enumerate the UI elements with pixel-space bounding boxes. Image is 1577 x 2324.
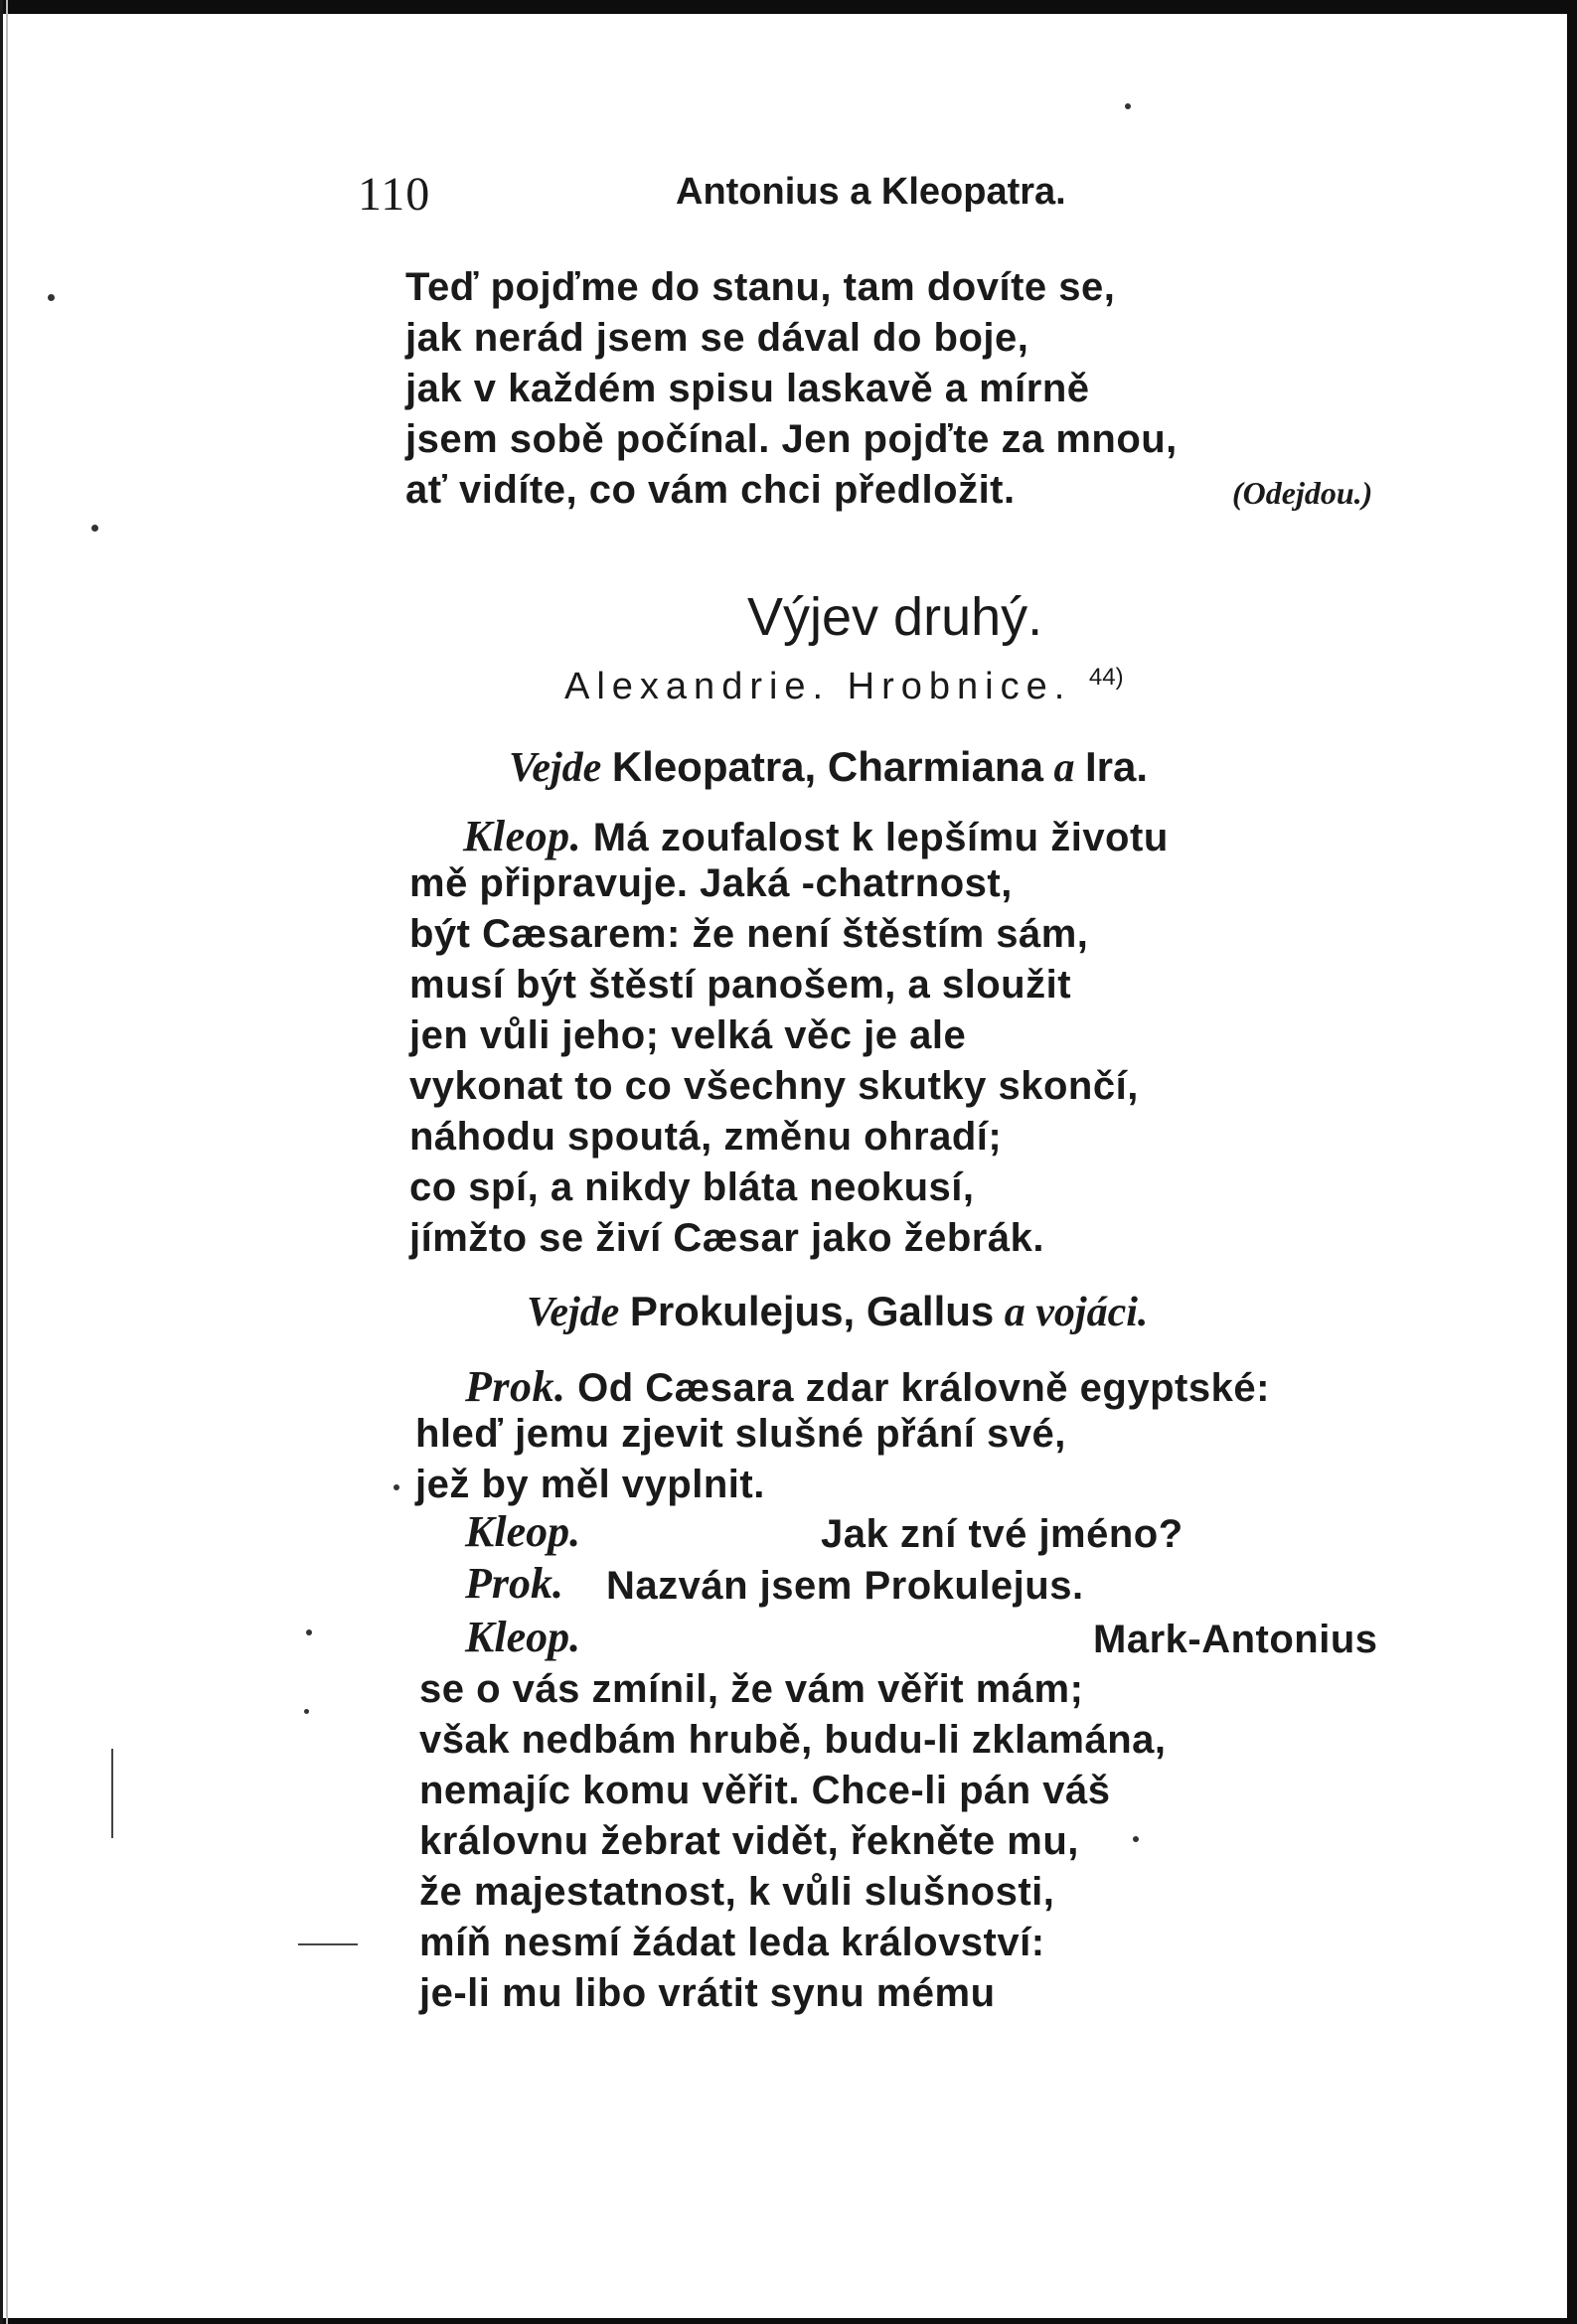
speech-line: nemajíc komu věřit. Chce-li pán váš xyxy=(419,1769,1111,1812)
verse-line: jak nerád jsem se dával do boje, xyxy=(405,316,1029,360)
entrance-last: Ira. xyxy=(1084,743,1148,790)
kleop-speech-3 xyxy=(419,1667,1167,2022)
speech-line: musí být štěstí panošem, a sloužit xyxy=(409,963,1072,1007)
entrance-names: Prokulejus, Gallus xyxy=(629,1288,995,1334)
kleop-speech-1 xyxy=(409,811,1169,1267)
speech-line: je-li mu libo vrátit synu mému xyxy=(419,1971,996,2015)
speech-line: být Cæsarem: že není štěstím sám, xyxy=(409,912,1089,956)
scan-mark xyxy=(298,1943,358,1945)
speech-line: vykonat to co všechny skutky skončí, xyxy=(409,1064,1139,1108)
scan-border-left xyxy=(0,0,3,2324)
verse-line: jak v každém spisu laskavě a mírně xyxy=(405,367,1090,410)
speech-line: co spí, a nikdy bláta neokusí, xyxy=(409,1165,975,1209)
page-number: 110 xyxy=(358,168,431,221)
page-edge xyxy=(6,0,8,2324)
entrance-direction-1 xyxy=(509,743,1148,792)
scan-speck xyxy=(304,1709,309,1714)
speech-line: se o vás zmínil, že vám věřit mám; xyxy=(419,1667,1084,1711)
speech-line: Nazván jsem Prokulejus. xyxy=(606,1564,1084,1608)
opening-verse xyxy=(405,262,1178,516)
speech-line: Jak zní tvé jméno? xyxy=(821,1512,1183,1556)
scene-place-text: Alexandrie. Hrobnice. xyxy=(564,666,1072,707)
entrance-tail: a vojáci. xyxy=(1004,1290,1149,1335)
speaker-kleop: Kleop. xyxy=(465,1507,581,1556)
entrance-names: Kleopatra, Charmiana xyxy=(611,743,1043,790)
speech-line: Mark-Antonius xyxy=(1093,1618,1378,1661)
speaker-prok: Prok. xyxy=(465,1362,566,1411)
speaker-kleop: Kleop. xyxy=(463,812,582,860)
speech-line: hleď jemu zjevit slušné přání své, xyxy=(415,1412,1066,1456)
speech-line: jímžto se živí Cæsar jako žebrák. xyxy=(409,1216,1044,1260)
running-title: Antonius a Kleopatra. xyxy=(676,171,1066,213)
scan-speck xyxy=(48,294,55,301)
speech-line: však nedbám hrubě, budu-li zklamána, xyxy=(419,1718,1167,1762)
exit-direction: (Odejdou.) xyxy=(1232,475,1373,511)
speech-first-line xyxy=(415,1361,1270,1412)
speech-line: jen vůli jeho; velká věc je ale xyxy=(409,1013,967,1057)
scan-speck xyxy=(306,1629,312,1635)
scan-border-top xyxy=(0,0,1577,14)
verse-line: Teď pojďme do stanu, tam dovíte se, xyxy=(405,265,1116,309)
prok-speech-1 xyxy=(415,1361,1270,1513)
scan-mark xyxy=(111,1749,113,1838)
speech-line: míň nesmí žádat leda království: xyxy=(419,1921,1045,1964)
speech-line: jež by měl vyplnit. xyxy=(415,1463,765,1506)
speech-line: královnu žebrat vidět, řekněte mu, xyxy=(419,1819,1079,1863)
speech-line: Od Cæsara zdar královně egyptské: xyxy=(577,1366,1270,1410)
entrance-verb: Vejde xyxy=(509,745,602,791)
speaker-kleop: Kleop. xyxy=(465,1613,581,1661)
verse-line: ať vidíte, co vám chci předložit. xyxy=(405,468,1016,512)
entrance-direction-2 xyxy=(527,1288,1148,1336)
scan-border-right xyxy=(1567,0,1577,2324)
footnote-ref: 44) xyxy=(1088,664,1124,691)
scan-border-bottom xyxy=(0,2318,1577,2324)
scene-place xyxy=(564,664,1124,708)
verse-line: jsem sobě počínal. Jen pojďte za mnou, xyxy=(405,417,1178,461)
speech-line: náhodu spoutá, změnu ohradí; xyxy=(409,1115,1003,1159)
speech-line: mě připravuje. Jaká -chatrnost, xyxy=(409,861,1013,905)
scan-speck xyxy=(91,525,98,532)
speaker-prok: Prok. xyxy=(465,1559,563,1608)
speech-line: Má zoufalost k lepšímu životu xyxy=(592,816,1169,859)
speech-first-line xyxy=(409,811,1169,861)
entrance-conj: a xyxy=(1053,745,1075,791)
scan-speck xyxy=(394,1484,399,1490)
scene-title: Výjev druhý. xyxy=(747,587,1043,647)
speech-line: že majestatnost, k vůli slušnosti, xyxy=(419,1870,1055,1914)
entrance-verb: Vejde xyxy=(527,1290,620,1335)
scan-speck xyxy=(1125,103,1131,109)
